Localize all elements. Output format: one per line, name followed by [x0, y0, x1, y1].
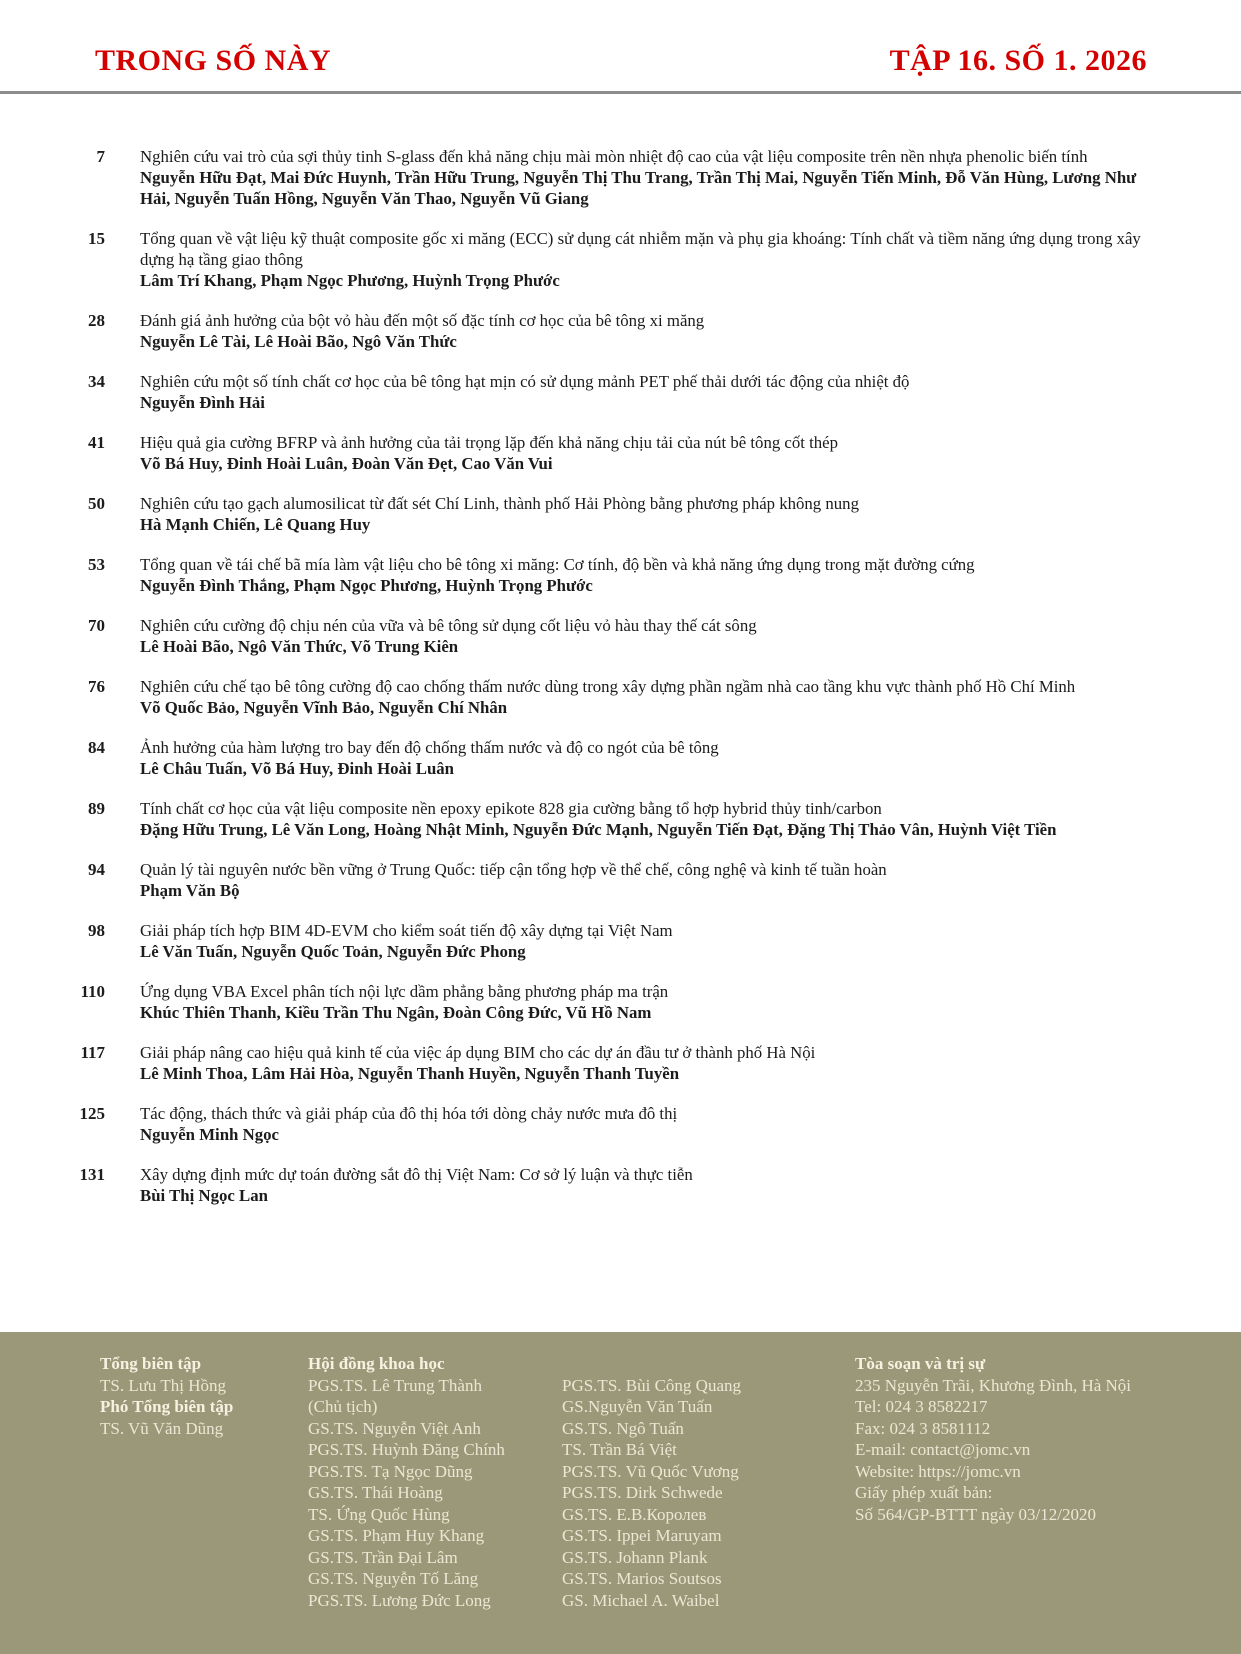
toc-entry — [60, 1103, 1151, 1145]
entry-body — [140, 920, 1147, 962]
entry-title: Nghiên cứu cường độ chịu nén của vữa và bê tông sử dụng cốt liệu vỏ hàu thay thế cát sông — [140, 616, 757, 635]
entry-authors: Bùi Thị Ngọc Lan — [140, 1186, 268, 1205]
entry-body — [140, 146, 1147, 209]
entry-authors: Lê Văn Tuấn, Nguyễn Quốc Toản, Nguyễn Đức Phong — [140, 942, 526, 961]
office-info-line: 235 Nguyễn Trãi, Khương Đình, Hà Nội — [855, 1375, 1132, 1395]
office-info-line: Website: https://jomc.vn — [855, 1461, 1021, 1481]
science-board-member: PGS.TS. Lê Trung Thành — [308, 1375, 482, 1395]
entry-page-number: 15 — [88, 229, 105, 248]
office-info-line: Tel: 024 3 8582217 — [855, 1397, 988, 1416]
science-board-member: TS. Trần Bá Việt — [562, 1440, 677, 1459]
science-board-label: Hội đồng khoa học — [308, 1354, 445, 1373]
toc-entry — [60, 493, 1151, 535]
science-board-member: GS.TS. Marios Soutsos — [562, 1569, 722, 1588]
science-board-member: PGS.TS. Bùi Công Quang — [562, 1375, 741, 1395]
entry-body — [140, 859, 1147, 901]
editor-in-chief-label: Tổng biên tập — [100, 1354, 202, 1373]
office-info-line: E-mail: contact@jomc.vn — [855, 1440, 1031, 1459]
entry-body — [140, 493, 1147, 535]
entry-title: Nghiên cứu vai trò của sợi thủy tinh S-glass đến khả năng chịu mài mòn nhiệt độ cao của vật liệu composite trên nền nhựa phenolic biến tính — [140, 147, 1088, 166]
science-board-member: PGS.TS. Dirk Schwede — [562, 1483, 723, 1502]
footer-science-board-column-1 — [308, 1353, 562, 1654]
entry-authors: Lê Hoài Bão, Ngô Văn Thức, Võ Trung Kiên — [140, 637, 459, 656]
toc-list — [0, 94, 1241, 1206]
science-board-member: GS.TS. Phạm Huy Khang — [308, 1526, 485, 1545]
entry-body — [140, 371, 1147, 413]
entry-title: Nghiên cứu chế tạo bê tông cường độ cao chống thấm nước dùng trong xây dựng phần ngầm nhà cao tầng khu vực thành phố Hồ Chí Minh — [140, 677, 1076, 696]
entry-page-number: 110 — [80, 982, 105, 1001]
science-board-member: (Chủ tịch) — [308, 1397, 378, 1416]
masthead — [0, 0, 1241, 78]
entry-body — [140, 737, 1147, 779]
entry-authors: Nguyễn Hữu Đạt, Mai Đức Huynh, Trần Hữu Trung, Nguyễn Thị Thu Trang, Trần Thị Mai, Nguyễn Tiến Minh, Đỗ Văn Hùng, Lương Như Hải, Nguyễn Tuấn Hồng, Nguyễn Văn Thao, Nguyễn Vũ Giang — [140, 168, 1137, 208]
entry-title: Giải pháp tích hợp BIM 4D-EVM cho kiểm soát tiến độ xây dựng tại Việt Nam — [140, 921, 673, 940]
toc-entry — [60, 676, 1151, 718]
entry-authors: Nguyễn Minh Ngọc — [140, 1125, 279, 1144]
entry-page-number: 70 — [88, 616, 105, 635]
entry-title: Tính chất cơ học của vật liệu composite nền epoxy epikote 828 gia cường bằng tổ hợp hybrid thủy tinh/carbon — [140, 799, 882, 818]
entry-authors: Nguyễn Đình Thắng, Phạm Ngọc Phương, Huỳnh Trọng Phước — [140, 576, 593, 595]
toc-entry — [60, 1042, 1151, 1084]
toc-entry — [60, 310, 1151, 352]
entry-body — [140, 1103, 1147, 1145]
footer — [0, 1332, 1241, 1654]
entry-body — [140, 676, 1147, 718]
entry-page-number: 131 — [79, 1165, 105, 1184]
toc-entry — [60, 798, 1151, 840]
entry-page-number: 89 — [88, 799, 105, 818]
entry-body — [140, 615, 1147, 657]
page-title: TRONG SỐ NÀY — [95, 44, 332, 77]
toc-entry — [60, 432, 1151, 474]
entry-title: Nghiên cứu một số tính chất cơ học của bê tông hạt mịn có sử dụng mảnh PET phế thải dưới tác động của nhiệt độ — [140, 372, 910, 391]
office-info-line: Giấy phép xuất bản: — [855, 1483, 993, 1502]
deputy-editor-name: TS. Vũ Văn Dũng — [100, 1418, 224, 1438]
entry-page-number: 76 — [88, 677, 105, 696]
entry-title: Xây dựng định mức dự toán đường sắt đô thị Việt Nam: Cơ sở lý luận và thực tiễn — [140, 1165, 693, 1184]
entry-page-number: 34 — [88, 372, 105, 391]
entry-page-number: 53 — [88, 555, 105, 574]
entry-body — [140, 228, 1147, 291]
editor-in-chief-name: TS. Lưu Thị Hồng — [100, 1375, 227, 1395]
spacer — [562, 1353, 855, 1375]
footer-editorial-column — [100, 1353, 308, 1654]
toc-entry — [60, 1164, 1151, 1206]
toc-entry — [60, 981, 1151, 1023]
science-board-member: TS. Ứng Quốc Hùng — [308, 1504, 450, 1524]
entry-authors: Lê Châu Tuấn, Võ Bá Huy, Đinh Hoài Luân — [140, 759, 455, 778]
toc-entry — [60, 615, 1151, 657]
entry-title: Tổng quan về tái chế bã mía làm vật liệu cho bê tông xi măng: Cơ tính, độ bền và khả năng ứng dụng trong mặt đường cứng — [140, 555, 975, 574]
office-label: Tòa soạn và trị sự — [855, 1354, 986, 1373]
science-board-list-2 — [562, 1375, 855, 1612]
entry-page-number: 84 — [88, 738, 105, 757]
office-info-line: Số 564/GP-BTTT ngày 03/12/2020 — [855, 1504, 1096, 1524]
office-info-line: Fax: 024 3 8581112 — [855, 1418, 991, 1438]
entry-authors: Lâm Trí Khang, Phạm Ngọc Phương, Huỳnh Trọng Phước — [140, 271, 560, 290]
entry-title: Giải pháp nâng cao hiệu quả kinh tế của việc áp dụng BIM cho các dự án đầu tư ở thành phố Hà Nội — [140, 1043, 816, 1062]
footer-science-board-column-2 — [562, 1353, 855, 1654]
entry-authors: Nguyễn Lê Tài, Lê Hoài Bão, Ngô Văn Thức — [140, 332, 457, 351]
footer-office-column — [855, 1353, 1195, 1654]
entry-page-number: 28 — [88, 311, 105, 330]
science-board-member: GS.Nguyễn Văn Tuấn — [562, 1397, 713, 1416]
entry-body — [140, 1164, 1147, 1206]
entry-body — [140, 310, 1147, 352]
toc-entry — [60, 859, 1151, 901]
science-board-member: GS.TS. E.B.Королев — [562, 1504, 707, 1524]
entry-authors: Khúc Thiên Thanh, Kiều Trần Thu Ngân, Đoàn Công Đức, Vũ Hồ Nam — [140, 1003, 652, 1022]
entry-authors: Nguyễn Đình Hải — [140, 393, 265, 412]
science-board-member: GS.TS. Nguyễn Việt Anh — [308, 1418, 481, 1438]
entry-authors: Đặng Hữu Trung, Lê Văn Long, Hoàng Nhật Minh, Nguyễn Đức Mạnh, Nguyễn Tiến Đạt, Đặng Thị Thảo Vân, Huỳnh Việt Tiền — [140, 820, 1057, 839]
science-board-list-1 — [308, 1375, 562, 1612]
science-board-member: GS.TS. Ippei Maruyam — [562, 1526, 722, 1545]
entry-title: Tác động, thách thức và giải pháp của đô thị hóa tới dòng chảy nước mưa đô thị — [140, 1104, 678, 1123]
science-board-member: GS.TS. Thái Hoàng — [308, 1483, 443, 1502]
entry-page-number: 117 — [80, 1043, 105, 1062]
science-board-member: PGS.TS. Tạ Ngọc Dũng — [308, 1461, 473, 1481]
toc-entry — [60, 228, 1151, 291]
science-board-member: PGS.TS. Huỳnh Đăng Chính — [308, 1440, 505, 1459]
entry-body — [140, 432, 1147, 474]
science-board-member: GS.TS. Nguyễn Tố Lăng — [308, 1569, 479, 1588]
issue-label: TẬP 16. SỐ 1. 2026 — [889, 44, 1147, 77]
entry-body — [140, 1042, 1147, 1084]
entry-body — [140, 798, 1147, 840]
entry-authors: Hà Mạnh Chiến, Lê Quang Huy — [140, 515, 371, 534]
toc-entry — [60, 737, 1151, 779]
entry-body — [140, 981, 1147, 1023]
entry-authors: Lê Minh Thoa, Lâm Hải Hòa, Nguyễn Thanh Huyền, Nguyễn Thanh Tuyền — [140, 1064, 680, 1083]
entry-page-number: 94 — [88, 860, 105, 879]
entry-title: Ứng dụng VBA Excel phân tích nội lực dầm phẳng bằng phương pháp ma trận — [140, 982, 669, 1001]
entry-body — [140, 554, 1147, 596]
entry-title: Tổng quan về vật liệu kỹ thuật composite gốc xi măng (ECC) sử dụng cát nhiễm mặn và phụ gia khoáng: Tính chất và tiềm năng ứng dụng trong xây dựng hạ tầng giao thông — [140, 229, 1141, 269]
science-board-member: PGS.TS. Lương Đức Long — [308, 1590, 491, 1610]
entry-authors: Võ Quốc Bảo, Nguyễn Vĩnh Bảo, Nguyễn Chí Nhân — [140, 698, 508, 717]
entry-title: Quản lý tài nguyên nước bền vững ở Trung Quốc: tiếp cận tổng hợp về thể chế, công nghệ và kinh tế tuần hoàn — [140, 860, 887, 879]
science-board-member: GS.TS. Ngô Tuấn — [562, 1418, 684, 1438]
deputy-editor-label: Phó Tổng biên tập — [100, 1397, 234, 1416]
entry-title: Hiệu quả gia cường BFRP và ảnh hưởng của tải trọng lặp đến khả năng chịu tải của nút bê tông cốt thép — [140, 433, 839, 452]
science-board-member: GS. Michael A. Waibel — [562, 1590, 720, 1610]
entry-authors: Phạm Văn Bộ — [140, 881, 240, 900]
entry-page-number: 50 — [88, 494, 105, 513]
toc-entry — [60, 146, 1151, 209]
entry-title: Đánh giá ảnh hưởng của bột vỏ hàu đến một số đặc tính cơ học của bê tông xi măng — [140, 311, 705, 330]
office-info-list — [855, 1375, 1195, 1526]
science-board-member: GS.TS. Trần Đại Lâm — [308, 1547, 458, 1567]
entry-title: Ảnh hưởng của hàm lượng tro bay đến độ chống thấm nước và độ co ngót của bê tông — [140, 738, 719, 757]
toc-entry — [60, 554, 1151, 596]
entry-authors: Võ Bá Huy, Đinh Hoài Luân, Đoàn Văn Đẹt, Cao Văn Vui — [140, 454, 553, 473]
entry-page-number: 125 — [79, 1104, 105, 1123]
science-board-member: GS.TS. Johann Plank — [562, 1547, 708, 1567]
entry-page-number: 7 — [96, 147, 105, 166]
entry-page-number: 98 — [88, 921, 105, 940]
entry-title: Nghiên cứu tạo gạch alumosilicat từ đất sét Chí Linh, thành phố Hải Phòng bằng phương pháp không nung — [140, 494, 859, 513]
toc-entry — [60, 920, 1151, 962]
science-board-member: PGS.TS. Vũ Quốc Vương — [562, 1461, 739, 1481]
entry-page-number: 41 — [88, 433, 105, 452]
toc-entry — [60, 371, 1151, 413]
